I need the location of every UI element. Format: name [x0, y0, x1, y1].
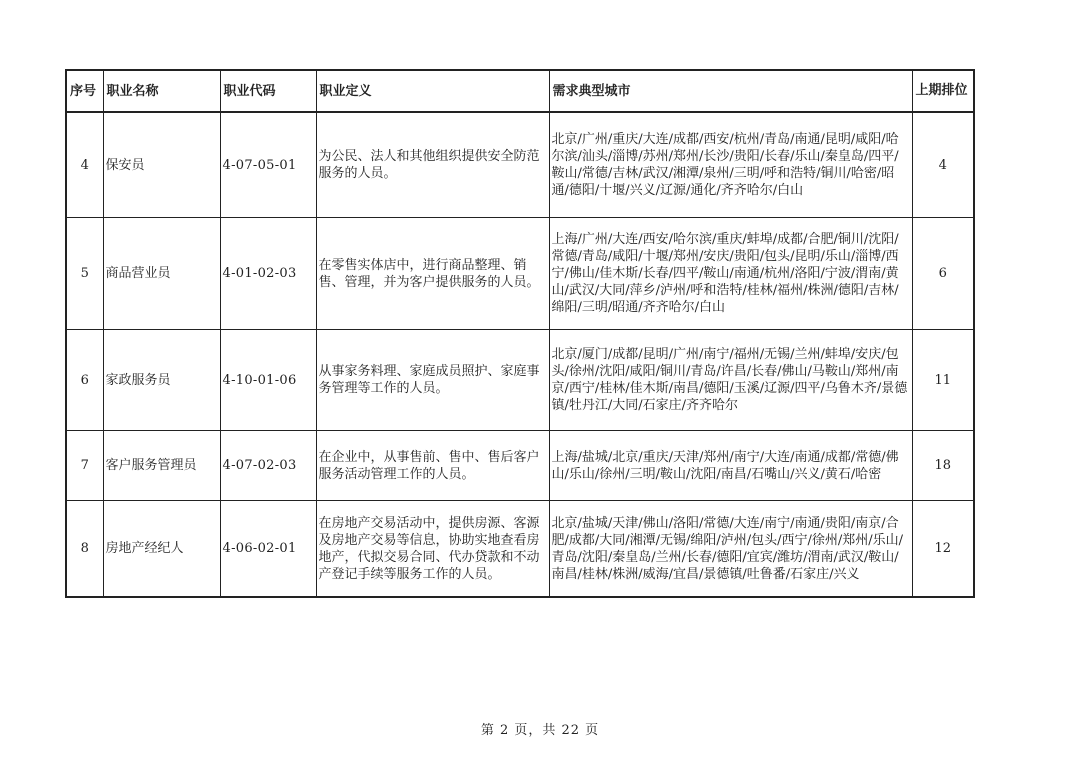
occupation-table [65, 69, 975, 598]
cell-previous-rank: 11 [912, 330, 974, 431]
table-row [66, 218, 974, 330]
cell-occupation-code: 4-07-05-01 [220, 112, 316, 218]
cell-occupation-code: 4-01-02-03 [220, 218, 316, 330]
cell-typical-cities: 北京/广州/重庆/大连/成都/西安/杭州/青岛/南通/昆明/咸阳/哈尔滨/汕头/淄博/苏州/郑州/长沙/贵阳/长春/乐山/秦皇岛/四平/鞍山/常德/吉林/武汉/湘潭/泉州/三明/呼和浩特/铜川/哈密/昭通/德阳/十堰/兴义/辽源/通化/齐齐哈尔/白山 [549, 112, 912, 218]
cell-typical-cities: 上海/盐城/北京/重庆/天津/郑州/南宁/大连/南通/成都/常德/佛山/乐山/徐州/三明/鞍山/沈阳/南昌/石嘴山/兴义/黄石/哈密 [549, 431, 912, 501]
header-occupation-definition: 职业定义 [316, 70, 549, 112]
cell-occupation-name: 家政服务员 [103, 330, 220, 431]
page-indicator: 第 2 页，共 22 页 [480, 723, 600, 738]
cell-typical-cities: 上海/广州/大连/西安/哈尔滨/重庆/蚌埠/成都/合肥/铜川/沈阳/常德/青岛/咸阳/十堰/郑州/安庆/贵阳/包头/昆明/乐山/淄博/西宁/佛山/佳木斯/长春/四平/鞍山/南通/杭州/洛阳/宁波/渭南/黄山/武汉/大同/萍乡/泸州/呼和浩特/桂林/福州/株洲/德阳/吉林/绵阳/三明/昭通/齐齐哈尔/白山 [549, 218, 912, 330]
cell-previous-rank: 6 [912, 218, 974, 330]
cell-occupation-name: 房地产经纪人 [103, 501, 220, 598]
cell-seq: 8 [66, 501, 103, 598]
cell-occupation-code: 4-10-01-06 [220, 330, 316, 431]
cell-seq: 5 [66, 218, 103, 330]
table-row [66, 501, 974, 598]
cell-previous-rank: 4 [912, 112, 974, 218]
cell-occupation-definition: 在企业中，从事售前、售中、售后客户服务活动管理工作的人员。 [316, 431, 549, 501]
cell-occupation-code: 4-06-02-01 [220, 501, 316, 598]
cell-occupation-name: 商品营业员 [103, 218, 220, 330]
cell-seq: 4 [66, 112, 103, 218]
header-seq: 序号 [66, 70, 103, 112]
cell-occupation-definition: 从事家务料理、家庭成员照护、家庭事务管理等工作的人员。 [316, 330, 549, 431]
cell-occupation-definition: 在零售实体店中，进行商品整理、销售、管理，并为客户提供服务的人员。 [316, 218, 549, 330]
table-row [66, 330, 974, 431]
cell-seq: 7 [66, 431, 103, 501]
table-header-row [66, 70, 974, 112]
cell-occupation-definition: 在房地产交易活动中，提供房源、客源及房地产交易等信息，协助实地查看房地产，代拟交易合同、代办贷款和不动产登记手续等服务工作的人员。 [316, 501, 549, 598]
cell-typical-cities: 北京/厦门/成都/昆明/广州/南宁/福州/无锡/兰州/蚌埠/安庆/包头/徐州/沈阳/咸阳/铜川/青岛/许昌/长春/佛山/马鞍山/郑州/南京/西宁/桂林/佳木斯/南昌/德阳/玉溪/辽源/四平/乌鲁木齐/景德镇/牡丹江/大同/石家庄/齐齐哈尔 [549, 330, 912, 431]
cell-occupation-name: 客户服务管理员 [103, 431, 220, 501]
cell-typical-cities: 北京/盐城/天津/佛山/洛阳/常德/大连/南宁/南通/贵阳/南京/合肥/成都/大同/湘潭/无锡/绵阳/泸州/包头/西宁/徐州/郑州/乐山/青岛/沈阳/秦皇岛/兰州/长春/德阳/宜宾/潍坊/渭南/武汉/鞍山/南昌/桂林/株洲/威海/宜昌/景德镇/吐鲁番/石家庄/兴义 [549, 501, 912, 598]
cell-occupation-name: 保安员 [103, 112, 220, 218]
header-occupation-code: 职业代码 [220, 70, 316, 112]
cell-seq: 6 [66, 330, 103, 431]
header-occupation-name: 职业名称 [103, 70, 220, 112]
cell-previous-rank: 12 [912, 501, 974, 598]
cell-previous-rank: 18 [912, 431, 974, 501]
table-row [66, 112, 974, 218]
header-typical-cities: 需求典型城市 [549, 70, 912, 112]
table-row [66, 431, 974, 501]
cell-occupation-code: 4-07-02-03 [220, 431, 316, 501]
header-previous-rank: 上期排位 [912, 70, 974, 112]
cell-occupation-definition: 为公民、法人和其他组织提供安全防范服务的人员。 [316, 112, 549, 218]
